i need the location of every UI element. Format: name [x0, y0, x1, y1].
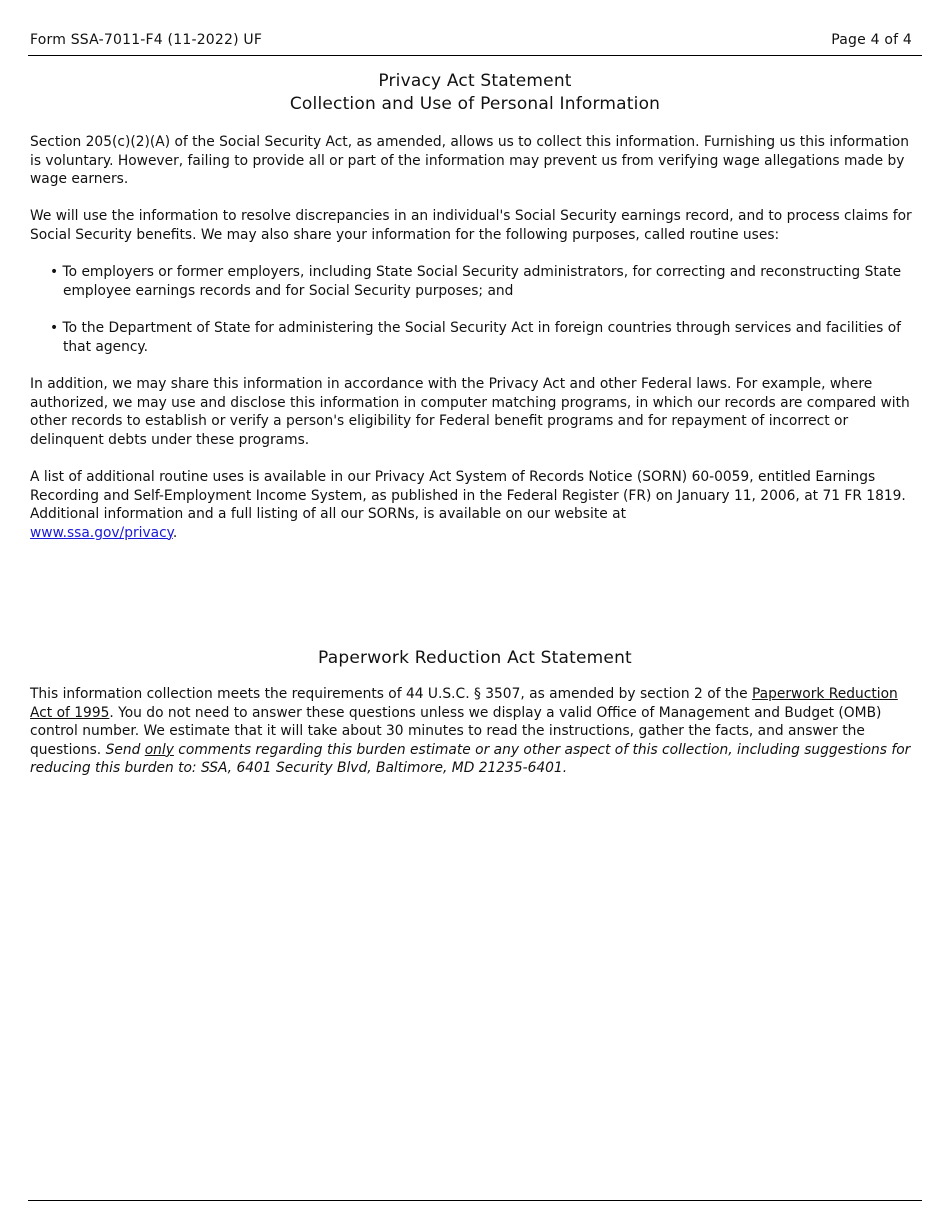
pra-text-b: . You do not need to answer these questions unless we display a valid Office of Management and Budget (OMB) control number. We estimate that it will take about 30 minutes to read the instructions, gather the facts, and answer the questions. — [30, 704, 882, 758]
pra-italic-a: Send — [105, 741, 145, 758]
routine-use-bullet-employers: • To employers or former employers, including State Social Security administrators, for correcting and reconstructing State employee earnings records and for Social Security purposes; and — [50, 264, 902, 299]
sorn-text: A list of additional routine uses is available in our Privacy Act System of Records Notice (SORN) 60-0059, entitled Earnings Recording and Self-Employment Income System, as published in the Federal Register (FR) on January 11, 2006, at 71 FR 1819. Additional information and a full listing of all our SORNs, is available on our website at — [30, 469, 906, 523]
privacy-title-line1: Privacy Act Statement — [378, 71, 572, 91]
paperwork-paragraph — [30, 685, 920, 778]
routine-use-employers-text: To employers or former employers, including State Social Security administrators, for correcting and reconstructing State employee earnings records and for Social Security purposes; and — [62, 264, 902, 299]
header-divider — [28, 55, 922, 56]
pra-italic-only: only — [144, 741, 174, 758]
pra-text-a: This information collection meets the requirements of 44 U.S.C. § 3507, as amended by section 2 of the — [30, 686, 752, 702]
privacy-website-link[interactable]: www.ssa.gov/privacy — [30, 524, 173, 541]
privacy-paragraph-use: We will use the information to resolve discrepancies in an individual's Social Security earnings record, and to process claims for Social Security benefits. We may also share your information for the following purposes, called routine uses: — [30, 208, 912, 243]
paperwork-reduction-title: Paperwork Reduction Act Statement — [318, 648, 632, 668]
privacy-paragraph-sorn — [30, 468, 920, 542]
routine-use-bullet-state-dept: • To the Department of State for administering the Social Security Act in foreign countries through services and facilities of that agency. — [50, 320, 902, 355]
privacy-act-title — [30, 70, 920, 116]
privacy-paragraph-authority: Section 205(c)(2)(A) of the Social Security Act, as amended, allows us to collect this information. Furnishing us this information is voluntary. However, failing to provide all or part of the information may prevent us from verifying wage allegations made by wage earners. — [30, 134, 909, 188]
privacy-title-line2: Collection and Use of Personal Information — [289, 94, 661, 114]
form-id: Form SSA-7011-F4 (11-2022) UF — [30, 32, 263, 48]
sorn-end: . — [172, 524, 178, 541]
routine-use-state-dept-text: To the Department of State for administering the Social Security Act in foreign countries through services and facilities of that agency. — [62, 320, 902, 355]
footer-divider — [28, 1200, 922, 1201]
form-header — [29, 32, 922, 50]
pra-italic-b: comments regarding this burden estimate or any other aspect of this collection, including suggestions for reducing this burden to: SSA, 6401 Security Blvd, Baltimore, MD 21235-6401. — [30, 741, 911, 777]
paperwork-reduction-act-link[interactable]: Paperwork Reduction Act of 1995 — [30, 686, 898, 721]
privacy-paragraph-sharing: In addition, we may share this information in accordance with the Privacy Act and other Federal laws. For example, where authorized, we may use and disclose this information in computer matching programs, in which our records are compared with other records to establish or verify a person's eligibility for Federal benefit programs and for repayment of incorrect or delinquent debts under these programs. — [30, 376, 910, 448]
page-number: Page 4 of 4 — [831, 32, 912, 48]
